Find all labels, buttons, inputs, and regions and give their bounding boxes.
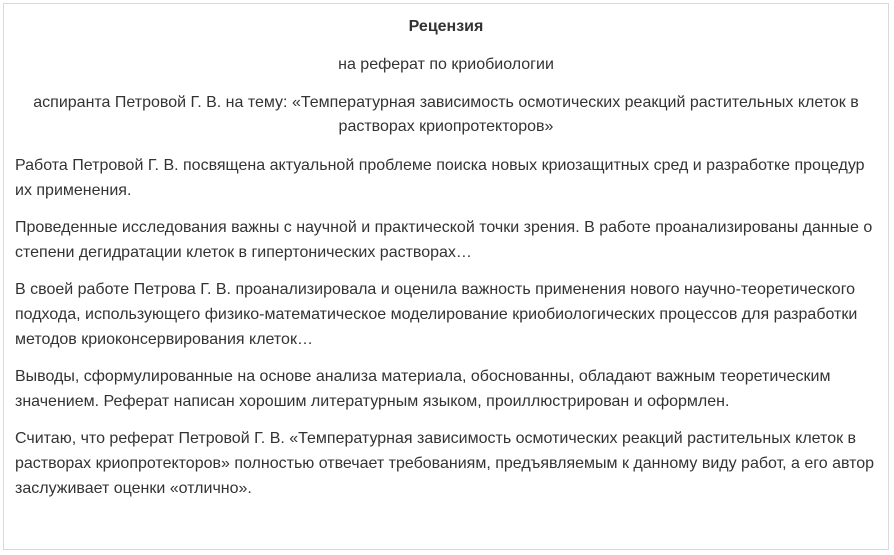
paragraph-final-assessment: Считаю, что реферат Петровой Г. В. «Температурная зависимость осмотических реакций растительных клеток в растворах криопротекторов» полностью отвечает требованиям, предъявляемым к данному виду работ, а его автор заслуживает оценки «отлично». — [15, 430, 875, 497]
document-title: Рецензия — [408, 18, 484, 35]
paragraph-conclusions: Выводы, сформулированные на основе анализа материала, обоснованны, обладают важным теоретическим значением. Реферат написан хорошим литературным языком, проиллюстрирован и оформлен. — [15, 368, 831, 410]
paragraph-relevance: Работа Петровой Г. В. посвящена актуальной проблеме поиска новых криозащитных сред и разработке процедур их применения. — [15, 157, 865, 199]
paragraph-methodology: В своей работе Петрова Г. В. проанализировала и оценила важность применения нового научно-теоретического подхода, использующего физико-математическое моделирование криобиологических процессов для разработки методов криоконсервирования клеток… — [15, 281, 858, 348]
document-subtitle: на реферат по криобиологии — [338, 56, 554, 73]
review-document — [3, 3, 889, 550]
paragraph-research-importance: Проведенные исследования важны с научной и практической точки зрения. В работе проанализированы данные о степени дегидратации клеток в гипертонических растворах… — [15, 219, 873, 261]
document-topic-line: аспиранта Петровой Г. В. на тему: «Температурная зависимость осмотических реакций растительных клеток в растворах криопротекторов» — [33, 94, 859, 135]
